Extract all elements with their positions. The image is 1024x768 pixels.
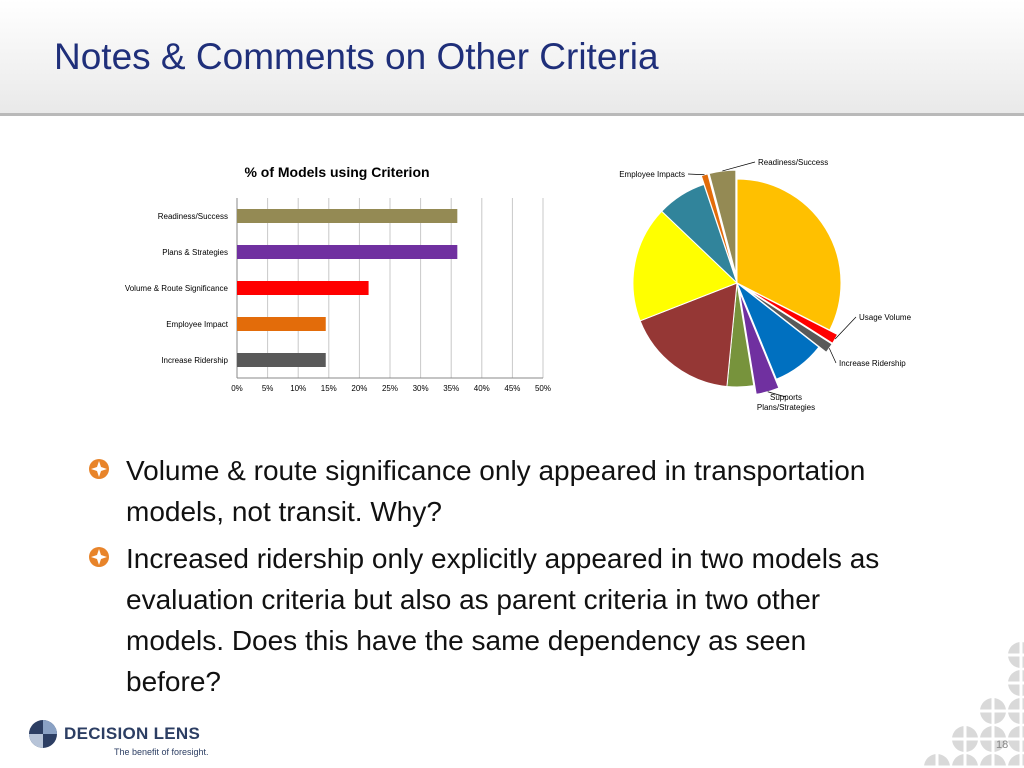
- x-tick-label: 45%: [504, 384, 521, 393]
- criteria-pie-chart: [600, 150, 930, 420]
- leader-line: [835, 317, 856, 339]
- bullet-item: [88, 538, 908, 702]
- decision-lens-logo: [28, 717, 228, 762]
- x-tick-label: 50%: [534, 384, 552, 393]
- x-tick-label: 20%: [351, 384, 368, 393]
- bar: [237, 317, 326, 331]
- petal-icon: [1008, 670, 1024, 696]
- x-tick-label: 40%: [473, 384, 490, 393]
- slide-title: Notes & Comments on Other Criteria: [54, 36, 659, 77]
- petal-icon: [980, 754, 1006, 768]
- petal-icon: [980, 698, 1006, 724]
- bar: [237, 281, 369, 295]
- chart-title: % of Models using Criterion: [244, 164, 430, 180]
- leader-line: [688, 174, 705, 175]
- logo-wordmark: DECISION LENS: [64, 724, 201, 743]
- decorative-petal-pattern: [920, 630, 1024, 768]
- category-label: Employee Impact: [166, 320, 228, 329]
- lens-logo-icon: [28, 719, 58, 749]
- category-label: Plans & Strategies: [162, 248, 228, 257]
- orange-diamond-bullet-icon: [88, 546, 110, 568]
- page-number: 18: [996, 739, 1009, 751]
- x-tick-label: 15%: [320, 384, 337, 393]
- petal-icon: [952, 726, 978, 752]
- category-label: Increase Ridership: [161, 356, 228, 365]
- bar: [237, 245, 457, 259]
- slice-label: Employee Impacts: [619, 170, 685, 179]
- petal-icon: [952, 754, 978, 768]
- x-tick-label: 30%: [412, 384, 429, 393]
- bullet-text: Volume & route significance only appeared in transportation models, not transit. Why?: [126, 455, 866, 527]
- leader-line: [829, 348, 836, 363]
- x-tick-label: 0%: [231, 384, 243, 393]
- logo-tagline: The benefit of foresight.: [114, 747, 209, 757]
- bullet-item: [88, 450, 908, 532]
- category-label: Volume & Route Significance: [124, 284, 228, 293]
- x-tick-label: 10%: [290, 384, 307, 393]
- orange-diamond-bullet-icon: [88, 458, 110, 480]
- bar: [237, 209, 457, 223]
- slice-label: Supports: [769, 393, 803, 402]
- slice-label: Readiness/Success: [758, 158, 829, 167]
- bar: [237, 353, 326, 367]
- bullet-list: [88, 450, 908, 708]
- petal-icon: [1008, 754, 1024, 768]
- criterion-bar-chart: [100, 155, 570, 405]
- leader-line: [722, 162, 755, 171]
- bullet-text: Increased ridership only explicitly appeared in two models as evaluation criteria but also as parent criteria in two other models. Does this have the same dependency as seen before?: [126, 543, 880, 697]
- x-tick-label: 5%: [261, 384, 274, 393]
- petal-icon: [1008, 698, 1024, 724]
- category-label: Readiness/Success: [157, 212, 228, 221]
- petal-icon: [924, 754, 950, 768]
- x-tick-label: 25%: [381, 384, 399, 393]
- slide-header: [0, 0, 1024, 116]
- petal-icon: [1008, 726, 1024, 752]
- petal-icon: [1008, 642, 1024, 668]
- x-tick-label: 35%: [443, 384, 460, 393]
- slice-label: Increase Ridership: [839, 359, 906, 368]
- slice-label: Usage Volume: [859, 313, 912, 322]
- slice-label: Plans/Strategies: [756, 403, 816, 412]
